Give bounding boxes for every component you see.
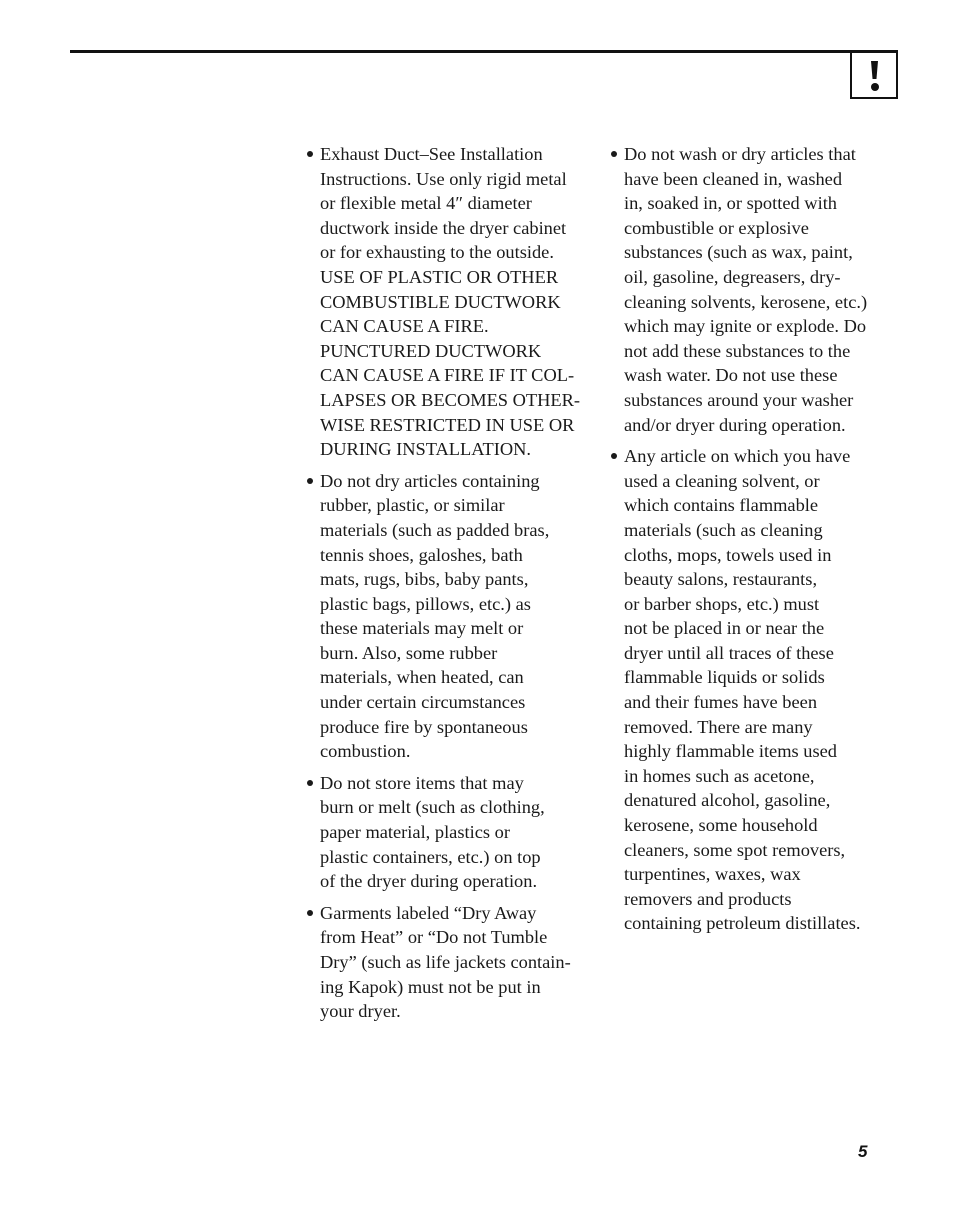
text-line: cloths, mops, towels used in (624, 544, 832, 565)
text-line: produce fire by spontaneous (320, 716, 528, 737)
bullet-icon (611, 453, 617, 459)
text-line: cleaners, some spot removers, (624, 839, 846, 860)
page-number: 5 (858, 1142, 868, 1161)
text-line: in homes such as acetone, (624, 765, 815, 786)
text-line: Exhaust Duct–See Installation (320, 144, 543, 164)
text-line: have been cleaned in, washed (624, 168, 843, 189)
text-line: burn. Also, some rubber (320, 642, 498, 663)
text-line: oil, gasoline, degreasers, dry- (624, 266, 841, 287)
text-line: Garments labeled “Dry Away (320, 902, 537, 923)
text-line: ing Kapok) must not be put in (320, 976, 541, 997)
text-line: which may ignite or explode. Do (624, 316, 867, 337)
text-line: not add these substances to the (624, 340, 851, 361)
text-line: plastic containers, etc.) on top (320, 846, 541, 867)
text-line: flammable liquids or solids (624, 667, 825, 688)
text-line: from Heat” or “Do not Tumble (320, 927, 548, 948)
text-line: Do not wash or dry articles that (624, 144, 856, 164)
text-line: materials (such as cleaning (624, 519, 823, 540)
text-line: or flexible metal 4″ diameter (320, 193, 532, 214)
text-line: removers and products (624, 888, 792, 909)
bullet-icon (307, 478, 313, 484)
text-line: beauty salons, restaurants, (624, 569, 818, 590)
text-line: Dry” (such as life jackets contain- (320, 952, 571, 972)
text-line: Do not store items that may (320, 772, 524, 793)
warning-exclamation-icon (850, 50, 898, 99)
text-line: paper material, plastics or (320, 822, 510, 843)
text-line: kerosene, some household (624, 815, 818, 836)
text-line: your dryer. (320, 1001, 401, 1022)
left-column (304, 142, 604, 1031)
text-line: mats, rugs, bibs, baby pants, (320, 569, 529, 590)
text-line: DURING INSTALLATION. (320, 439, 532, 460)
text-line: not be placed in or near the (624, 618, 825, 639)
top-rule (70, 50, 898, 53)
bullet-icon (307, 780, 313, 786)
text-line: WISE RESTRICTED IN USE OR (320, 414, 575, 435)
text-line: highly flammable items used (624, 741, 837, 762)
text-line: containing petroleum distillates. (624, 913, 861, 934)
text-line: USE OF PLASTIC OR OTHER (320, 266, 559, 287)
text-line: plastic bags, pillows, etc.) as (320, 593, 531, 614)
text-line: which contains flammable (624, 495, 819, 516)
text-line: turpentines, waxes, wax (624, 864, 801, 885)
text-line: substances (such as wax, paint, (624, 242, 853, 263)
exclamation-dot (871, 83, 879, 91)
bullet-icon (611, 151, 617, 157)
text-line: of the dryer during operation. (320, 871, 538, 892)
text-line: rubber, plastic, or similar (320, 495, 505, 516)
text-line: combustible or explosive (624, 217, 809, 238)
text-line: CAN CAUSE A FIRE IF IT COL- (320, 365, 575, 386)
text-line: under certain circumstances (320, 692, 526, 713)
text-line: burn or melt (such as clothing, (320, 797, 545, 818)
text-line: Do not dry articles containing (320, 470, 540, 491)
right-bullet-item (608, 444, 908, 936)
text-line: combustion. (320, 741, 411, 762)
bullet-icon (307, 910, 313, 916)
left-bullet-item (304, 469, 604, 764)
left-bullet-item (304, 142, 604, 462)
text-line: or for exhausting to the outside. (320, 242, 554, 263)
text-line: materials, when heated, can (320, 667, 524, 688)
right-column (608, 142, 908, 943)
left-bullet-item (304, 901, 604, 1024)
text-line: Any article on which you have (624, 446, 851, 467)
bullet-icon (307, 151, 313, 157)
text-line: CAN CAUSE A FIRE. (320, 316, 489, 337)
text-line: tennis shoes, galoshes, bath (320, 544, 523, 565)
text-line: removed. There are many (624, 716, 813, 737)
text-line: dryer until all traces of these (624, 642, 834, 663)
text-line: used a cleaning solvent, or (624, 470, 820, 491)
text-line: and their fumes have been (624, 692, 818, 713)
text-line: materials (such as padded bras, (320, 519, 550, 540)
text-line: these materials may melt or (320, 618, 524, 639)
text-line: wash water. Do not use these (624, 365, 838, 386)
text-line: in, soaked in, or spotted with (624, 193, 838, 214)
text-line: Instructions. Use only rigid metal (320, 168, 567, 189)
text-line: cleaning solvents, kerosene, etc.) (624, 291, 868, 312)
right-bullet-item (608, 142, 908, 437)
text-line: substances around your washer (624, 389, 854, 410)
exclamation-bar (871, 61, 878, 79)
text-line: COMBUSTIBLE DUCTWORK (320, 291, 561, 312)
left-bullet-item (304, 771, 604, 894)
text-line: PUNCTURED DUCTWORK (320, 340, 542, 361)
text-line: or barber shops, etc.) must (624, 593, 820, 614)
text-line: and/or dryer during operation. (624, 414, 846, 435)
text-line: denatured alcohol, gasoline, (624, 790, 831, 811)
text-line: LAPSES OR BECOMES OTHER- (320, 389, 581, 410)
text-line: ductwork inside the dryer cabinet (320, 217, 567, 238)
